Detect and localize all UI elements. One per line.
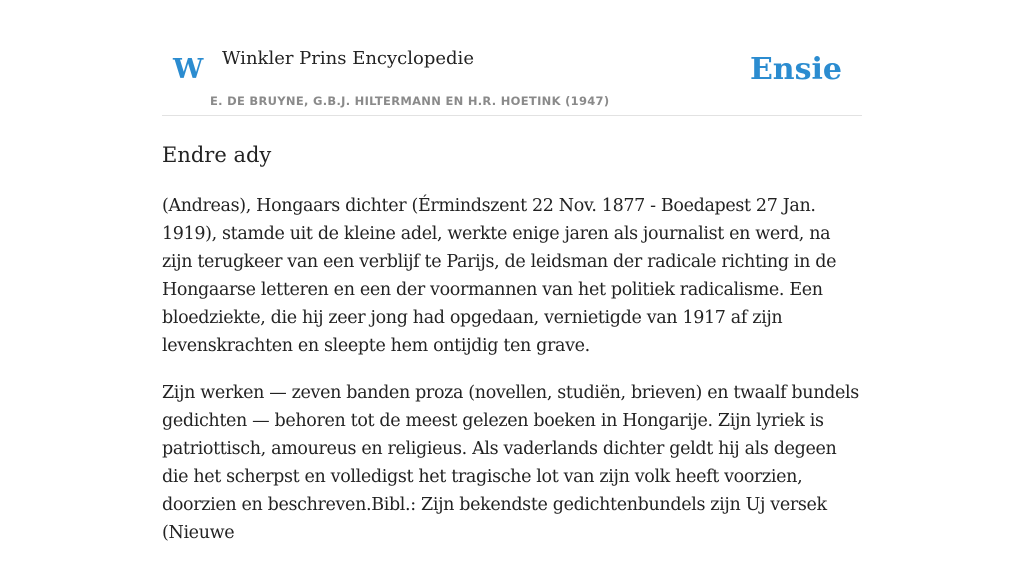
ensie-brand-link[interactable]: Ensie — [749, 52, 842, 87]
article-title: Endre ady — [162, 143, 272, 167]
site-logo-icon[interactable]: W — [173, 54, 204, 85]
header-divider — [162, 115, 862, 116]
article-paragraph: (Andreas), Hongaars dichter (Érmindszent 22 Nov. 1877 - Boedapest 27 Jan. 1919), stamde uit de kleine adel, werkte enige jaren als journalist en werd, na zijn terugkeer van een verblijf te Parijs, de leidsman der radicale richting in de Hongaarse letteren en een der voormannen van het politiek radicalisme. Een bloedziekte, die hij zeer jong had opgedaan, vernietigde van 1917 af zijn levenskrachten en sleepte hem ontijdig ten grave. — [162, 196, 837, 356]
authors-line: E. DE BRUYNE, G.B.J. HILTERMANN EN H.R. HOETINK (1947) — [210, 94, 610, 108]
article-body — [162, 192, 862, 566]
article-paragraph: Zijn werken — zeven banden proza (novellen, studiën, brieven) en twaalf bundels gedichten — behoren tot de meest gelezen boeken in Hongarije. Zijn lyriek is patriottisch, amoureus en religieus. Als vaderlands dichter geldt hij als degeen die het scherpst en volledigst het tragische lot van zijn volk heeft voorzien, doorzien en beschreven.Bibl.: Zijn bekendste gedichtenbundels zijn Uj versek (Nieuwe — [162, 383, 859, 543]
site-title[interactable]: Winkler Prins Encyclopedie — [222, 48, 474, 69]
